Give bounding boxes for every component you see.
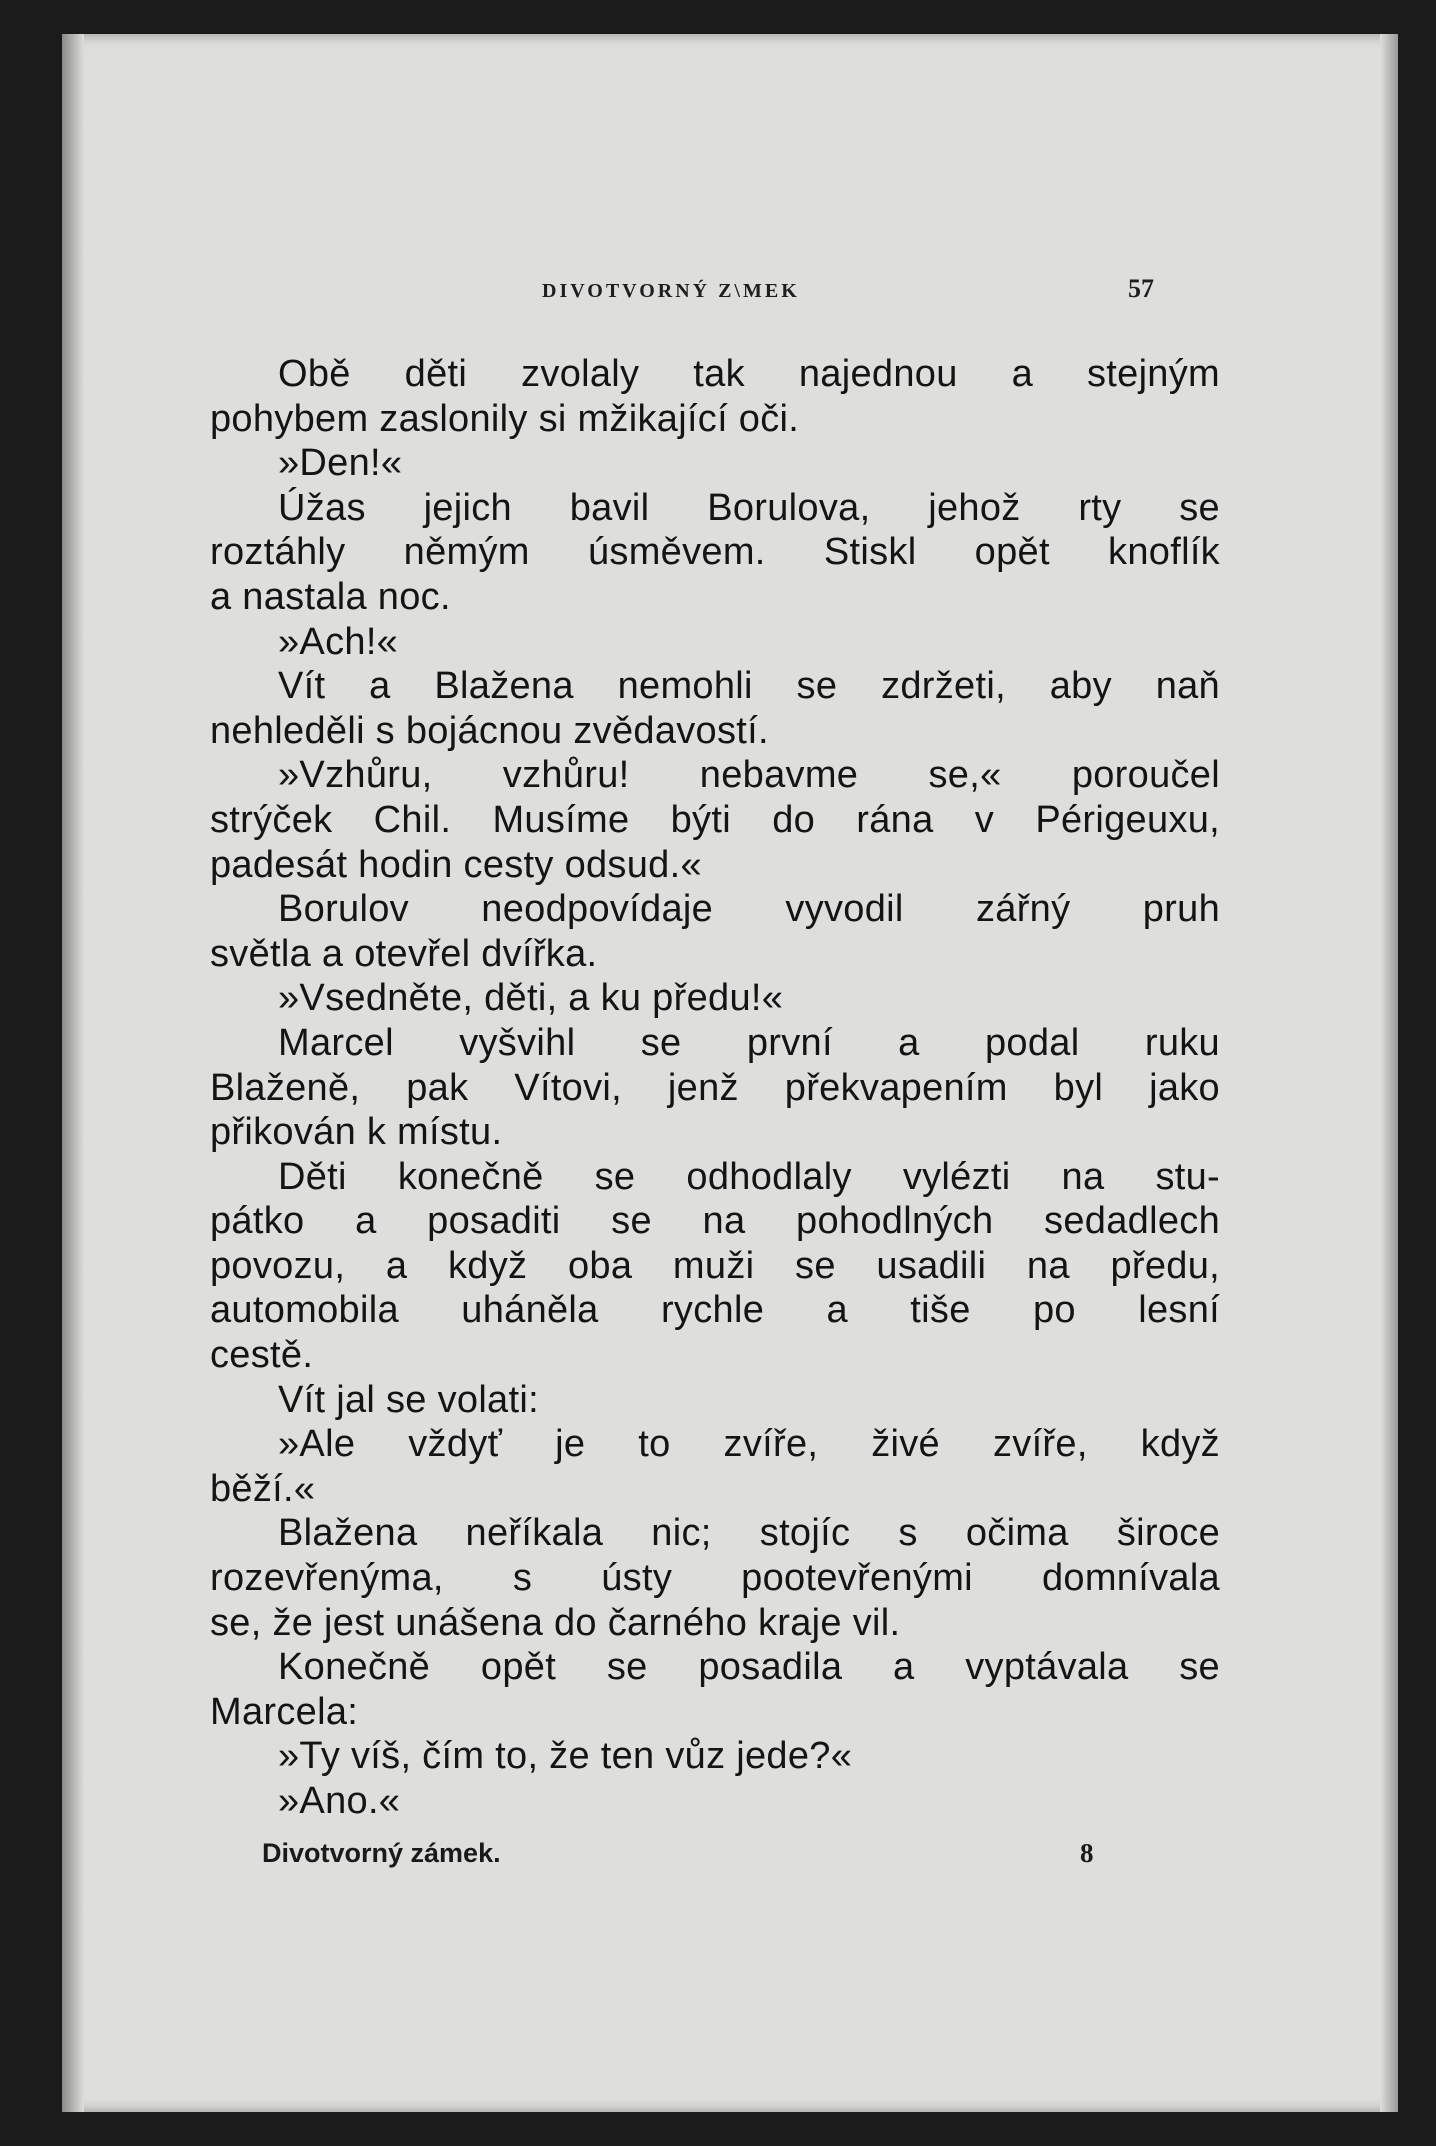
text-line: »Den!« bbox=[278, 442, 403, 485]
page-header bbox=[62, 244, 1398, 303]
text-line: »Ach!« bbox=[278, 620, 399, 663]
text-line: světla a otevřel dvířka. bbox=[210, 932, 598, 975]
text-line: »Vsedněte, děti, a ku předu!« bbox=[278, 977, 784, 1020]
text-line: Vít a Blažena nemohli se zdržeti, aby naň bbox=[278, 665, 1220, 708]
text-line: Konečně opět se posadila a vyptávala se bbox=[278, 1646, 1220, 1689]
running-title: DIVOTVORNÝ Z\MEK bbox=[542, 280, 800, 302]
text-line: se, že jest unášena do čarného kraje vil. bbox=[210, 1601, 901, 1644]
page-number: 57 bbox=[1128, 274, 1154, 303]
text-line: Marcela: bbox=[210, 1690, 359, 1733]
text-line: padesát hodin cesty odsud.« bbox=[210, 843, 702, 886]
text-line: nehleděli s bojácnou zvědavostí. bbox=[210, 709, 769, 752]
text-line: Úžas jejich bavil Borulova, jehož rty se bbox=[278, 486, 1220, 529]
text-line: Děti konečně se odhodlaly vylézti na stu- bbox=[278, 1155, 1220, 1198]
body-text bbox=[210, 352, 1220, 1824]
page-edge-shadow bbox=[1380, 34, 1398, 2112]
text-line: automobila uháněla rychle a tiše po lesní bbox=[210, 1289, 1220, 1332]
text-line: Borulov neodpovídaje vyvodil zářný pruh bbox=[278, 888, 1220, 931]
text-line: Blaženě, pak Vítovi, jenž překvapením byl jako bbox=[210, 1066, 1220, 1109]
text-line: běží.« bbox=[210, 1467, 316, 1510]
text-line: »Ty víš, čím to, že ten vůz jede?« bbox=[278, 1735, 853, 1778]
text-line: »Ale vždyť je to zvíře, živé zvíře, když bbox=[278, 1423, 1220, 1466]
book-page bbox=[62, 34, 1398, 2112]
sheet-number: 8 bbox=[1080, 1838, 1094, 1868]
text-line: Marcel vyšvihl se první a podal ruku bbox=[278, 1021, 1220, 1064]
signature-mark: Divotvorný zámek. bbox=[262, 1838, 501, 1868]
text-line: Vít jal se volati: bbox=[278, 1378, 539, 1421]
text-line: »Vzhůru, vzhůru! nebavme se,« poroučel bbox=[278, 754, 1220, 797]
text-line: rozevřenýma, s ústy pootevřenými domnívala bbox=[210, 1557, 1220, 1600]
text-line: »Ano.« bbox=[278, 1780, 401, 1822]
text-line: pátko a posaditi se na pohodlných sedadlech bbox=[210, 1200, 1220, 1243]
text-line: cestě. bbox=[210, 1334, 314, 1377]
text-line: roztáhly němým úsměvem. Stiskl opět knoflík bbox=[210, 531, 1220, 574]
page-gutter-shadow bbox=[62, 34, 84, 2112]
text-line: a nastala noc. bbox=[210, 575, 451, 618]
text-line: pohybem zaslonily si mžikající oči. bbox=[210, 397, 800, 440]
text-line: povozu, a když oba muži se usadili na předu, bbox=[210, 1244, 1220, 1287]
text-line: Obě děti zvolaly tak najednou a stejným bbox=[278, 353, 1220, 395]
text-line: Blažena neříkala nic; stojíc s očima široce bbox=[278, 1512, 1220, 1555]
text-line: přikován k místu. bbox=[210, 1111, 503, 1154]
page-footer bbox=[62, 1838, 1398, 1878]
text-line: strýček Chil. Musíme býti do rána v Périgeuxu, bbox=[210, 798, 1220, 841]
